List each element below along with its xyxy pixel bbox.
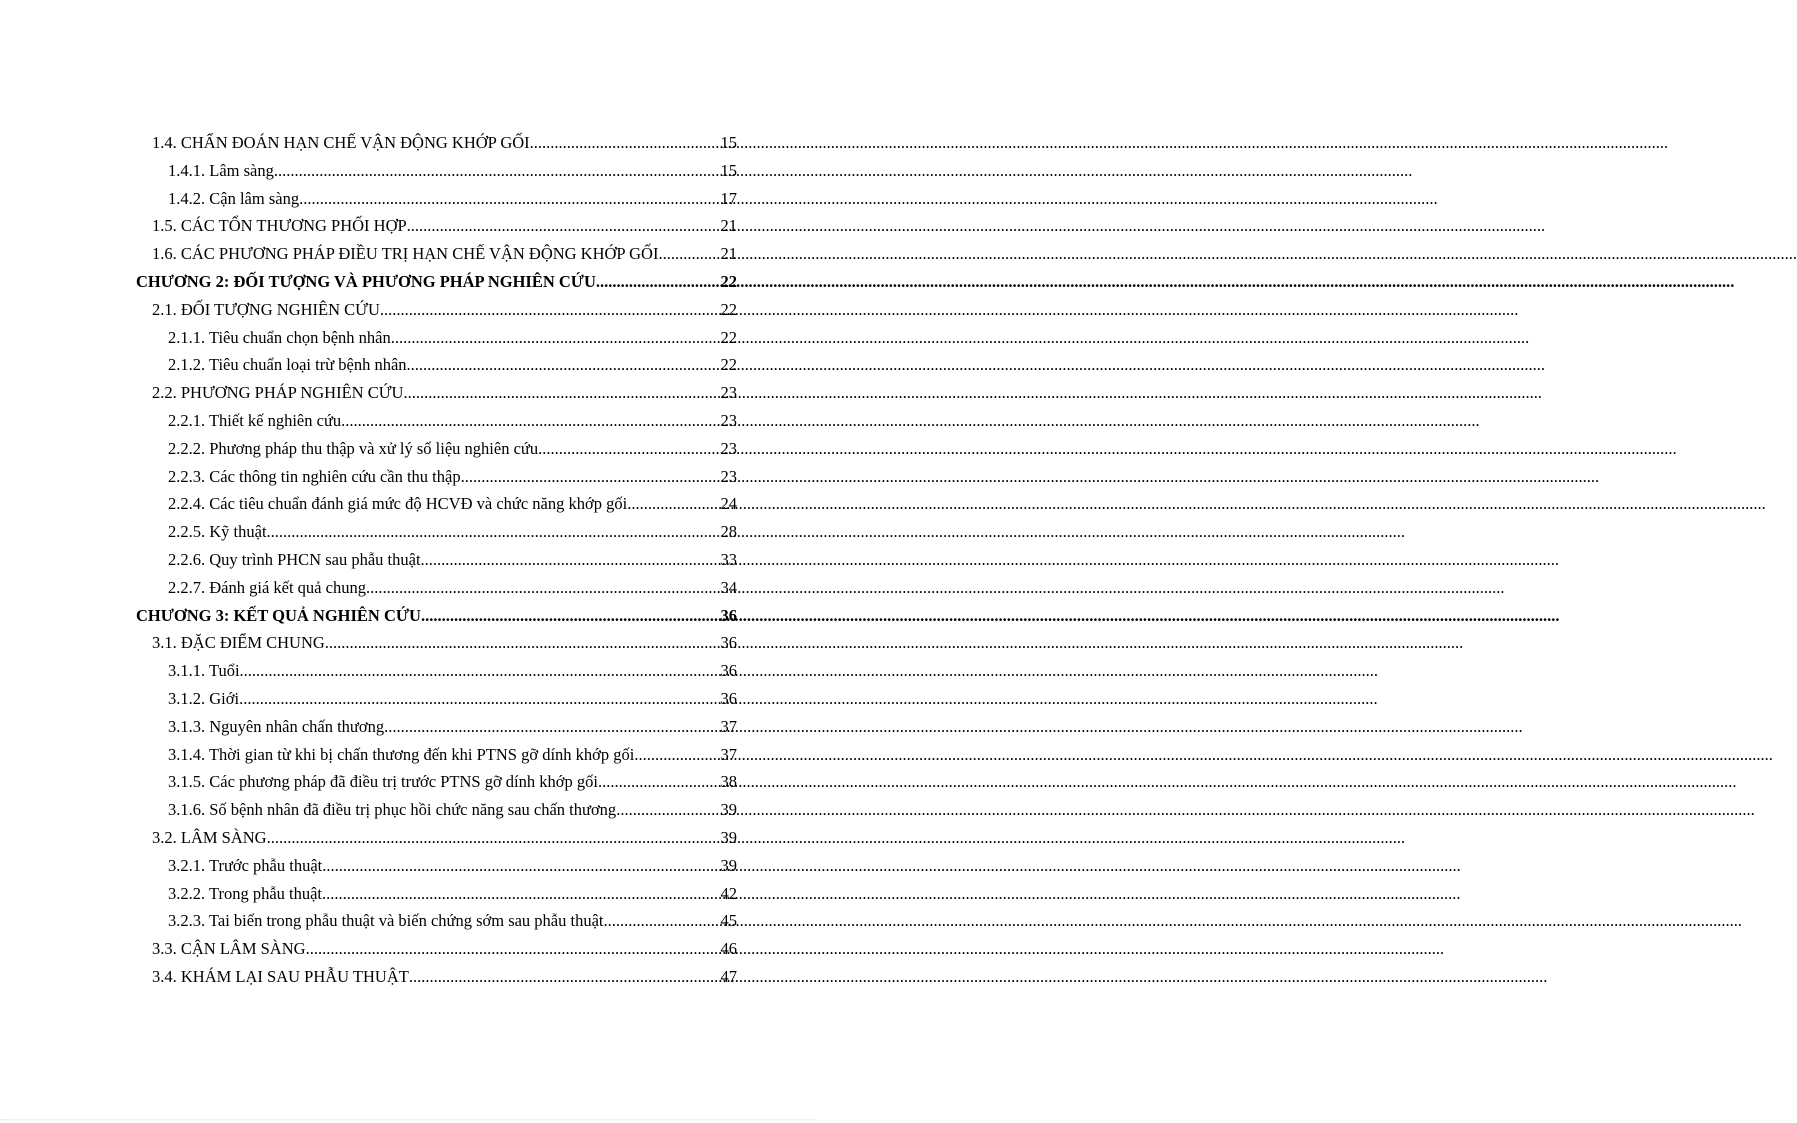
toc-dot-leader	[299, 186, 720, 212]
toc-entry-title: 3.2.1. Trước phẫu thuật	[168, 855, 323, 875]
toc-entry-title: 2.1.2. Tiêu chuẩn loại trừ bệnh nhân	[168, 355, 407, 375]
page-bottom-divider	[0, 1119, 816, 1121]
toc-entry-title: 2.2.5. Kỹ thuật	[168, 522, 267, 542]
toc-entry-title: 2.2.7. Đánh giá kết quả chung	[168, 577, 366, 597]
toc-entry[interactable]	[168, 325, 737, 351]
toc-entry-title: 3.1. ĐẶC ĐIỂM CHUNG	[152, 633, 325, 653]
toc-entry-page: 36	[720, 605, 737, 625]
toc-entry-title: 3.2. LÂM SÀNG	[152, 828, 267, 847]
toc-entry-page: 23	[720, 411, 737, 430]
toc-dot-leader	[322, 881, 720, 907]
toc-entry-title: 3.1.2. Giới	[168, 689, 240, 708]
toc-entry[interactable]	[168, 714, 737, 740]
toc-entry-title: 3.1.3. Nguyên nhân chấn thương	[168, 716, 385, 736]
toc-entry-page: 47	[720, 967, 737, 986]
toc-dot-leader	[384, 714, 720, 740]
toc-entry[interactable]	[168, 547, 737, 573]
toc-dot-leader	[627, 491, 720, 517]
toc-dot-leader	[407, 352, 721, 378]
toc-dot-leader	[598, 769, 721, 795]
toc-entry-title: 2.2.3. Các thông tin nghiên cứu cần thu thập	[168, 466, 461, 486]
toc-entry[interactable]	[152, 936, 737, 962]
toc-entry[interactable]	[152, 630, 737, 656]
toc-entry-page: 17	[720, 188, 737, 208]
toc-entry[interactable]	[168, 658, 737, 684]
toc-entry-page: 38	[720, 772, 737, 792]
toc-entry-page: 23	[720, 438, 737, 458]
toc-dot-leader	[538, 436, 720, 462]
toc-entry-title: CHƯƠNG 2: ĐỐI TƯỢNG VÀ PHƯƠNG PHÁP NGHIÊN CỨU	[136, 272, 596, 291]
toc-dot-leader	[461, 464, 721, 490]
toc-entry-title: 1.6. CÁC PHƯƠNG PHÁP ĐIỀU TRỊ HẠN CHẾ VẬN ĐỘNG KHỚP GỐI	[152, 244, 659, 264]
toc-entry[interactable]	[168, 769, 737, 795]
toc-dot-leader	[341, 408, 720, 434]
toc-entry-page: 36	[720, 689, 737, 708]
toc-entry-title: 2.2.4. Các tiêu chuẩn đánh giá mức độ HCVĐ và chức năng khớp gối	[168, 494, 628, 514]
toc-entry[interactable]	[152, 297, 737, 323]
toc-dot-leader	[239, 686, 720, 712]
toc-entry-page: 45	[720, 911, 737, 931]
toc-entry-page: 37	[720, 716, 737, 736]
toc-entry[interactable]	[168, 491, 737, 517]
toc-dot-leader	[403, 380, 720, 406]
toc-entry[interactable]	[152, 130, 737, 156]
toc-entry[interactable]	[168, 186, 737, 212]
toc-entry-title: 2.1. ĐỐI TƯỢNG NGHIÊN CỨU	[152, 299, 380, 319]
toc-entry-page: 24	[720, 494, 737, 514]
toc-entry-page: 22	[720, 272, 737, 291]
toc-entry-page: 22	[720, 327, 737, 347]
toc-entry[interactable]	[152, 380, 737, 406]
toc-entry[interactable]	[168, 519, 737, 545]
toc-entry-page: 22	[720, 299, 737, 319]
toc-dot-leader	[658, 241, 720, 267]
toc-entry-page: 33	[720, 550, 737, 569]
toc-entry-page: 36	[720, 633, 737, 653]
toc-entry-page: 15	[720, 160, 737, 180]
toc-entry-page: 21	[720, 216, 737, 236]
toc-entry-title: 2.1.1. Tiêu chuẩn chọn bệnh nhân	[168, 327, 391, 347]
toc-entry-page: 22	[720, 355, 737, 375]
toc-entry[interactable]	[152, 213, 737, 239]
toc-entry[interactable]	[168, 881, 737, 907]
toc-entry-page: 28	[720, 522, 737, 542]
toc-dot-leader	[267, 519, 721, 545]
toc-entry-page: 23	[720, 466, 737, 486]
toc-entry[interactable]	[168, 797, 737, 823]
toc-entry-page: 34	[720, 577, 737, 597]
toc-entry[interactable]	[168, 158, 737, 184]
toc-dot-leader	[407, 213, 721, 239]
toc-dot-leader	[421, 603, 721, 629]
toc-entry[interactable]	[168, 908, 737, 934]
toc-dot-leader	[616, 797, 720, 823]
toc-entry-page: 46	[720, 939, 737, 959]
toc-entry-title: 3.1.4. Thời gian từ khi bị chấn thương đến khi PTNS gỡ dính khớp gối	[168, 744, 635, 764]
toc-entry-page: 36	[720, 661, 737, 681]
toc-chapter-entry[interactable]	[136, 603, 737, 629]
toc-entry-page: 21	[720, 244, 737, 264]
toc-entry-title: 3.4. KHÁM LẠI SAU PHẪU THUẬT	[152, 967, 409, 986]
toc-entry[interactable]	[168, 464, 737, 490]
toc-dot-leader	[240, 658, 721, 684]
toc-dot-leader	[366, 575, 721, 601]
toc-entry-page: 42	[720, 883, 737, 903]
toc-entry-title: 1.4.1. Lâm sàng	[168, 160, 274, 180]
toc-entry-title: 3.2.3. Tai biến trong phẫu thuật và biến chứng sớm sau phẫu thuật	[168, 911, 604, 931]
toc-entry-title: 3.1.6. Số bệnh nhân đã điều trị phục hồi chức năng sau chấn thương	[168, 800, 617, 820]
toc-entry-page: 39	[720, 855, 737, 875]
toc-entry[interactable]	[168, 352, 737, 378]
toc-entry-page: 39	[720, 800, 737, 820]
toc-chapter-entry[interactable]	[136, 269, 737, 295]
toc-entry[interactable]	[168, 408, 737, 434]
toc-dot-leader	[604, 908, 721, 934]
toc-dot-leader	[274, 158, 721, 184]
toc-entry[interactable]	[152, 964, 737, 990]
toc-entry[interactable]	[152, 825, 737, 851]
toc-entry-title: 2.2. PHƯƠNG PHÁP NGHIÊN CỨU	[152, 383, 404, 403]
toc-entry-title: 3.1.5. Các phương pháp đã điều trị trước PTNS gỡ dính khớp gối	[168, 772, 598, 792]
toc-dot-leader	[380, 297, 721, 323]
toc-dot-leader	[634, 742, 720, 768]
toc-entry-title: 3.1.1. Tuổi	[168, 661, 240, 681]
toc-entry-title: 3.3. CẬN LÂM SÀNG	[152, 939, 306, 959]
toc-entry-title: 1.5. CÁC TỔN THƯƠNG PHỐI HỢP	[152, 216, 407, 236]
toc-entry[interactable]	[168, 742, 737, 768]
toc-entry-title: 1.4.2. Cận lâm sàng	[168, 188, 300, 208]
toc-entry[interactable]	[152, 241, 737, 267]
toc-entry-page: 23	[720, 383, 737, 403]
toc-dot-leader	[267, 825, 721, 851]
toc-entry-title: 2.2.2. Phương pháp thu thập và xử lý số liệu nghiên cứu	[168, 438, 539, 458]
toc-dot-leader	[421, 547, 721, 573]
toc-dot-leader	[596, 269, 721, 295]
toc-entry-title: 1.4. CHẨN ĐOÁN HẠN CHẾ VẬN ĐỘNG KHỚP GỐI	[152, 133, 530, 152]
toc-entry-title: 3.2.2. Trong phẫu thuật	[168, 883, 323, 903]
toc-entry-page: 37	[720, 744, 737, 764]
toc-entry[interactable]	[168, 686, 737, 712]
toc-entry[interactable]	[168, 575, 737, 601]
toc-dot-leader	[409, 964, 721, 990]
toc-entry-title: CHƯƠNG 3: KẾT QUẢ NGHIÊN CỨU	[136, 605, 421, 625]
toc-entry-title: 2.2.6. Quy trình PHCN sau phẫu thuật	[168, 550, 421, 569]
toc-dot-leader	[530, 130, 721, 156]
toc-dot-leader	[322, 853, 720, 879]
toc-entry-title: 2.2.1. Thiết kế nghiên cứu	[168, 411, 342, 430]
toc-dot-leader	[391, 325, 721, 351]
toc-dot-leader	[325, 630, 721, 656]
toc-dot-leader	[306, 936, 721, 962]
toc-entry-page: 39	[720, 828, 737, 847]
toc-entry[interactable]	[168, 436, 737, 462]
toc-entry[interactable]	[168, 853, 737, 879]
toc-entry-page: 15	[720, 133, 737, 152]
